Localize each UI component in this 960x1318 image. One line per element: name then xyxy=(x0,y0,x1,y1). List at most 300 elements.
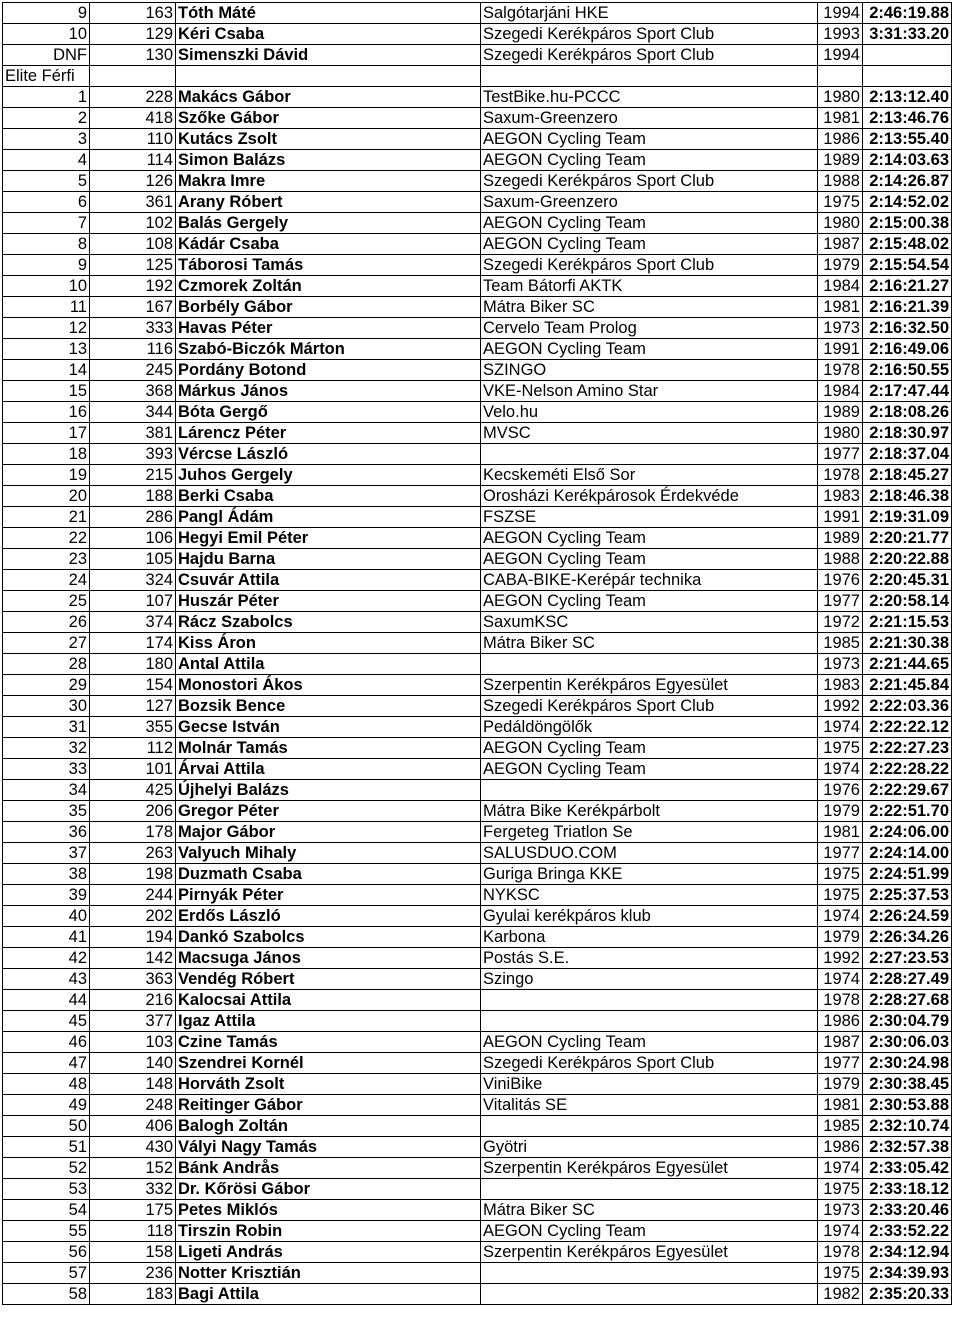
position-cell: 33 xyxy=(3,759,90,780)
rider-name-cell: Balás Gergely xyxy=(176,213,481,234)
birth-year-cell: 1981 xyxy=(818,822,863,843)
result-row xyxy=(3,255,952,276)
bib-number-cell: 430 xyxy=(90,1137,176,1158)
position-cell: 16 xyxy=(3,402,90,423)
rider-name-cell: Gregor Péter xyxy=(176,801,481,822)
finish-time-cell: 2:17:47.44 xyxy=(863,381,952,402)
finish-time-cell: 2:16:32.50 xyxy=(863,318,952,339)
rider-name-cell: Vályi Nagy Tamás xyxy=(176,1137,481,1158)
rider-name-cell: Simon Balázs xyxy=(176,150,481,171)
birth-year-cell: 1987 xyxy=(818,234,863,255)
birth-year-cell: 1976 xyxy=(818,570,863,591)
team-cell: AEGON Cycling Team xyxy=(481,1221,818,1242)
birth-year-cell: 1977 xyxy=(818,1053,863,1074)
position-cell: 12 xyxy=(3,318,90,339)
bib-number-cell: 102 xyxy=(90,213,176,234)
rider-name-cell: Valyuch Mihaly xyxy=(176,843,481,864)
finish-time-cell: 2:34:12.94 xyxy=(863,1242,952,1263)
result-row xyxy=(3,1095,952,1116)
bib-number-cell: 167 xyxy=(90,297,176,318)
rider-name-cell: Vendég Róbert xyxy=(176,969,481,990)
position-cell: 7 xyxy=(3,213,90,234)
position-cell: 38 xyxy=(3,864,90,885)
team-cell: Mátra Biker SC xyxy=(481,297,818,318)
bib-number-cell: 333 xyxy=(90,318,176,339)
bib-number-cell: 154 xyxy=(90,675,176,696)
bib-number-cell: 116 xyxy=(90,339,176,360)
position-cell: 31 xyxy=(3,717,90,738)
bib-number-cell: 377 xyxy=(90,1011,176,1032)
birth-year-cell: 1976 xyxy=(818,780,863,801)
bib-number-cell: 393 xyxy=(90,444,176,465)
position-cell: 54 xyxy=(3,1200,90,1221)
position-cell: 56 xyxy=(3,1242,90,1263)
bib-number-cell: 361 xyxy=(90,192,176,213)
position-cell: 9 xyxy=(3,255,90,276)
bib-number-cell: 163 xyxy=(90,3,176,24)
result-row xyxy=(3,150,952,171)
birth-year-cell: 1981 xyxy=(818,1095,863,1116)
finish-time-cell: 2:14:52.02 xyxy=(863,192,952,213)
result-row xyxy=(3,276,952,297)
bib-number-cell: 112 xyxy=(90,738,176,759)
finish-time-cell: 2:24:51.99 xyxy=(863,864,952,885)
team-cell: SaxumKSC xyxy=(481,612,818,633)
bib-number-cell: 152 xyxy=(90,1158,176,1179)
birth-year-cell: 1989 xyxy=(818,528,863,549)
rider-name-cell: Tirszin Robin xyxy=(176,1221,481,1242)
position-cell: 23 xyxy=(3,549,90,570)
bib-number-cell: 142 xyxy=(90,948,176,969)
category-header-row xyxy=(3,66,952,87)
rider-name-cell: Juhos Gergely xyxy=(176,465,481,486)
finish-time-cell: 2:20:45.31 xyxy=(863,570,952,591)
birth-year-cell: 1975 xyxy=(818,1263,863,1284)
finish-time-cell: 2:13:46.76 xyxy=(863,108,952,129)
position-cell: 5 xyxy=(3,171,90,192)
team-cell xyxy=(481,1179,818,1200)
team-cell: CABA-BIKE-Kerépár technika xyxy=(481,570,818,591)
team-cell: AEGON Cycling Team xyxy=(481,234,818,255)
position-cell: 3 xyxy=(3,129,90,150)
finish-time-cell: 2:22:27.23 xyxy=(863,738,952,759)
position-cell: 50 xyxy=(3,1116,90,1137)
rider-name-cell: Macsuga János xyxy=(176,948,481,969)
bib-number-cell: 188 xyxy=(90,486,176,507)
birth-year-cell: 1975 xyxy=(818,864,863,885)
team-cell: AEGON Cycling Team xyxy=(481,150,818,171)
team-cell: Salgótarjáni HKE xyxy=(481,3,818,24)
result-row xyxy=(3,612,952,633)
team-cell: Szegedi Kerékpáros Sport Club xyxy=(481,1053,818,1074)
result-row xyxy=(3,318,952,339)
birth-year-cell: 1974 xyxy=(818,906,863,927)
result-row xyxy=(3,171,952,192)
finish-time-cell: 2:24:06.00 xyxy=(863,822,952,843)
result-row xyxy=(3,969,952,990)
rider-name-cell: Molnár Tamás xyxy=(176,738,481,759)
team-cell: Gyötri xyxy=(481,1137,818,1158)
finish-time-cell: 2:33:05.42 xyxy=(863,1158,952,1179)
result-row xyxy=(3,297,952,318)
team-cell: Cervelo Team Prolog xyxy=(481,318,818,339)
team-cell xyxy=(481,1284,818,1305)
position-cell: DNF xyxy=(3,45,90,66)
team-cell: Saxum-Greenzero xyxy=(481,192,818,213)
bib-number-cell: 406 xyxy=(90,1116,176,1137)
result-row xyxy=(3,87,952,108)
position-cell: 39 xyxy=(3,885,90,906)
rider-name-cell: Kádár Csaba xyxy=(176,234,481,255)
team-cell: Postás S.E. xyxy=(481,948,818,969)
finish-time-cell: 2:16:21.27 xyxy=(863,276,952,297)
rider-name-cell: Berki Csaba xyxy=(176,486,481,507)
bib-number-cell: 158 xyxy=(90,1242,176,1263)
rider-name-cell: Kiss Áron xyxy=(176,633,481,654)
result-row xyxy=(3,486,952,507)
bib-number-cell: 180 xyxy=(90,654,176,675)
team-cell xyxy=(481,1116,818,1137)
birth-year-cell: 1994 xyxy=(818,3,863,24)
result-row xyxy=(3,759,952,780)
birth-year-cell: 1978 xyxy=(818,465,863,486)
rider-name-cell: Duzmath Csaba xyxy=(176,864,481,885)
finish-time-cell: 2:18:45.27 xyxy=(863,465,952,486)
birth-year-cell: 1984 xyxy=(818,381,863,402)
position-cell: 10 xyxy=(3,276,90,297)
position-cell: 51 xyxy=(3,1137,90,1158)
results-table-body xyxy=(3,3,952,1305)
rider-name-cell: Kéri Csaba xyxy=(176,24,481,45)
category-label: Elite Férfi xyxy=(3,66,90,87)
finish-time-cell: 2:16:50.55 xyxy=(863,360,952,381)
finish-time-cell: 3:31:33.20 xyxy=(863,24,952,45)
birth-year-cell: 1975 xyxy=(818,738,863,759)
birth-year-cell: 1985 xyxy=(818,1116,863,1137)
position-cell: 30 xyxy=(3,696,90,717)
bib-number-cell: 332 xyxy=(90,1179,176,1200)
rider-name-cell: Arany Róbert xyxy=(176,192,481,213)
rider-name-cell: Árvai Attila xyxy=(176,759,481,780)
rider-name-cell: Makra Imre xyxy=(176,171,481,192)
rider-name-cell: Petes Miklós xyxy=(176,1200,481,1221)
finish-time-cell: 2:19:31.09 xyxy=(863,507,952,528)
result-row xyxy=(3,1032,952,1053)
result-row xyxy=(3,1074,952,1095)
position-cell: 6 xyxy=(3,192,90,213)
result-row xyxy=(3,1011,952,1032)
position-cell: 47 xyxy=(3,1053,90,1074)
birth-year-cell: 1983 xyxy=(818,675,863,696)
result-row xyxy=(3,192,952,213)
birth-year-cell: 1979 xyxy=(818,255,863,276)
team-cell: SZINGO xyxy=(481,360,818,381)
rider-name-cell: Erdős László xyxy=(176,906,481,927)
bib-number-cell: 114 xyxy=(90,150,176,171)
finish-time-cell: 2:28:27.68 xyxy=(863,990,952,1011)
birth-year-cell: 1975 xyxy=(818,1179,863,1200)
birth-year-cell: 1977 xyxy=(818,843,863,864)
finish-time-cell: 2:14:26.87 xyxy=(863,171,952,192)
finish-time-cell: 2:22:28.22 xyxy=(863,759,952,780)
birth-year-cell: 1979 xyxy=(818,801,863,822)
team-cell: Kecskeméti Első Sor xyxy=(481,465,818,486)
result-row xyxy=(3,45,952,66)
bib-number-cell: 178 xyxy=(90,822,176,843)
result-row xyxy=(3,108,952,129)
result-row xyxy=(3,444,952,465)
rider-name-cell: Horváth Zsolt xyxy=(176,1074,481,1095)
rider-name-cell: Major Gábor xyxy=(176,822,481,843)
bib-number-cell: 363 xyxy=(90,969,176,990)
results-sheet xyxy=(2,2,952,1305)
bib-number-cell: 148 xyxy=(90,1074,176,1095)
finish-time-cell: 2:24:14.00 xyxy=(863,843,952,864)
finish-time-cell: 2:33:20.46 xyxy=(863,1200,952,1221)
bib-number-cell: 355 xyxy=(90,717,176,738)
position-cell: 36 xyxy=(3,822,90,843)
position-cell: 48 xyxy=(3,1074,90,1095)
team-cell: AEGON Cycling Team xyxy=(481,1032,818,1053)
finish-time-cell: 2:32:10.74 xyxy=(863,1116,952,1137)
team-cell xyxy=(481,1011,818,1032)
birth-year-cell: 1973 xyxy=(818,654,863,675)
bib-number-cell: 105 xyxy=(90,549,176,570)
birth-year-cell: 1983 xyxy=(818,486,863,507)
empty-cell xyxy=(90,66,176,87)
rider-name-cell: Szőke Gábor xyxy=(176,108,481,129)
position-cell: 45 xyxy=(3,1011,90,1032)
rider-name-cell: Csuvár Attila xyxy=(176,570,481,591)
finish-time-cell: 2:22:51.70 xyxy=(863,801,952,822)
position-cell: 34 xyxy=(3,780,90,801)
bib-number-cell: 108 xyxy=(90,234,176,255)
finish-time-cell: 2:13:55.40 xyxy=(863,129,952,150)
rider-name-cell: Czine Tamás xyxy=(176,1032,481,1053)
finish-time-cell: 2:20:22.88 xyxy=(863,549,952,570)
birth-year-cell: 1973 xyxy=(818,1200,863,1221)
bib-number-cell: 206 xyxy=(90,801,176,822)
team-cell: Guriga Bringa KKE xyxy=(481,864,818,885)
birth-year-cell: 1973 xyxy=(818,318,863,339)
team-cell: Karbona xyxy=(481,927,818,948)
position-cell: 10 xyxy=(3,24,90,45)
team-cell xyxy=(481,654,818,675)
team-cell: Velo.hu xyxy=(481,402,818,423)
result-row xyxy=(3,801,952,822)
birth-year-cell: 1982 xyxy=(818,1284,863,1305)
birth-year-cell: 1978 xyxy=(818,1242,863,1263)
team-cell: Mátra Biker SC xyxy=(481,1200,818,1221)
position-cell: 13 xyxy=(3,339,90,360)
empty-cell xyxy=(863,66,952,87)
finish-time-cell: 2:35:20.33 xyxy=(863,1284,952,1305)
team-cell: Szerpentin Kerékpáros Egyesület xyxy=(481,1242,818,1263)
bib-number-cell: 129 xyxy=(90,24,176,45)
birth-year-cell: 1977 xyxy=(818,591,863,612)
bib-number-cell: 103 xyxy=(90,1032,176,1053)
result-row xyxy=(3,990,952,1011)
bib-number-cell: 106 xyxy=(90,528,176,549)
birth-year-cell: 1981 xyxy=(818,108,863,129)
position-cell: 46 xyxy=(3,1032,90,1053)
result-row xyxy=(3,1116,952,1137)
bib-number-cell: 127 xyxy=(90,696,176,717)
rider-name-cell: Ligeti András xyxy=(176,1242,481,1263)
result-row xyxy=(3,549,952,570)
birth-year-cell: 1988 xyxy=(818,171,863,192)
finish-time-cell: 2:18:30.97 xyxy=(863,423,952,444)
rider-name-cell: Pordány Botond xyxy=(176,360,481,381)
birth-year-cell: 1975 xyxy=(818,192,863,213)
birth-year-cell: 1981 xyxy=(818,297,863,318)
bib-number-cell: 418 xyxy=(90,108,176,129)
birth-year-cell: 1980 xyxy=(818,213,863,234)
finish-time-cell: 2:27:23.53 xyxy=(863,948,952,969)
team-cell: Szerpentin Kerékpáros Egyesület xyxy=(481,1158,818,1179)
birth-year-cell: 1986 xyxy=(818,1137,863,1158)
finish-time-cell: 2:18:08.26 xyxy=(863,402,952,423)
bib-number-cell: 192 xyxy=(90,276,176,297)
bib-number-cell: 198 xyxy=(90,864,176,885)
rider-name-cell: Notter Krisztián xyxy=(176,1263,481,1284)
position-cell: 58 xyxy=(3,1284,90,1305)
result-row xyxy=(3,1179,952,1200)
position-cell: 18 xyxy=(3,444,90,465)
team-cell: Orosházi Kerékpárosok Érdekvéde xyxy=(481,486,818,507)
birth-year-cell: 1974 xyxy=(818,1221,863,1242)
finish-time-cell: 2:15:00.38 xyxy=(863,213,952,234)
bib-number-cell: 140 xyxy=(90,1053,176,1074)
bib-number-cell: 248 xyxy=(90,1095,176,1116)
team-cell: Szegedi Kerékpáros Sport Club xyxy=(481,24,818,45)
bib-number-cell: 381 xyxy=(90,423,176,444)
team-cell: VKE-Nelson Amino Star xyxy=(481,381,818,402)
team-cell: Mátra Bike Kerékpárbolt xyxy=(481,801,818,822)
finish-time-cell: 2:13:12.40 xyxy=(863,87,952,108)
result-row xyxy=(3,654,952,675)
position-cell: 40 xyxy=(3,906,90,927)
birth-year-cell: 1974 xyxy=(818,717,863,738)
result-row xyxy=(3,1053,952,1074)
rider-name-cell: Tóth Máté xyxy=(176,3,481,24)
team-cell: Szegedi Kerékpáros Sport Club xyxy=(481,696,818,717)
rider-name-cell: Antal Attila xyxy=(176,654,481,675)
position-cell: 25 xyxy=(3,591,90,612)
rider-name-cell: Bagi Attila xyxy=(176,1284,481,1305)
team-cell: ViniBike xyxy=(481,1074,818,1095)
bib-number-cell: 286 xyxy=(90,507,176,528)
team-cell: Szingo xyxy=(481,969,818,990)
bib-number-cell: 263 xyxy=(90,843,176,864)
finish-time-cell: 2:16:49.06 xyxy=(863,339,952,360)
birth-year-cell: 1991 xyxy=(818,507,863,528)
team-cell: AEGON Cycling Team xyxy=(481,528,818,549)
rider-name-cell: Havas Péter xyxy=(176,318,481,339)
team-cell: Gyulai kerékpáros klub xyxy=(481,906,818,927)
result-row xyxy=(3,633,952,654)
finish-time-cell: 2:22:29.67 xyxy=(863,780,952,801)
rider-name-cell: Gecse István xyxy=(176,717,481,738)
team-cell: AEGON Cycling Team xyxy=(481,549,818,570)
results-table xyxy=(2,2,952,1305)
position-cell: 49 xyxy=(3,1095,90,1116)
position-cell: 20 xyxy=(3,486,90,507)
finish-time-cell: 2:18:46.38 xyxy=(863,486,952,507)
team-cell: FSZSE xyxy=(481,507,818,528)
result-row xyxy=(3,843,952,864)
birth-year-cell: 1987 xyxy=(818,1032,863,1053)
bib-number-cell: 194 xyxy=(90,927,176,948)
finish-time-cell: 2:26:34.26 xyxy=(863,927,952,948)
position-cell: 27 xyxy=(3,633,90,654)
birth-year-cell: 1979 xyxy=(818,927,863,948)
team-cell: Saxum-Greenzero xyxy=(481,108,818,129)
position-cell: 8 xyxy=(3,234,90,255)
rider-name-cell: Kalocsai Attila xyxy=(176,990,481,1011)
result-row xyxy=(3,717,952,738)
finish-time-cell xyxy=(863,45,952,66)
birth-year-cell: 1989 xyxy=(818,402,863,423)
birth-year-cell: 1989 xyxy=(818,150,863,171)
rider-name-cell: Márkus János xyxy=(176,381,481,402)
rider-name-cell: Szabó-Biczók Márton xyxy=(176,339,481,360)
finish-time-cell: 2:15:54.54 xyxy=(863,255,952,276)
position-cell: 42 xyxy=(3,948,90,969)
team-cell: TestBike.hu-PCCC xyxy=(481,87,818,108)
result-row xyxy=(3,381,952,402)
finish-time-cell: 2:32:57.38 xyxy=(863,1137,952,1158)
rider-name-cell: Simenszki Dávid xyxy=(176,45,481,66)
rider-name-cell: Huszár Péter xyxy=(176,591,481,612)
rider-name-cell: Újhelyi Balázs xyxy=(176,780,481,801)
rider-name-cell: Bóta Gergő xyxy=(176,402,481,423)
rider-name-cell: Rácz Szabolcs xyxy=(176,612,481,633)
bib-number-cell: 374 xyxy=(90,612,176,633)
position-cell: 24 xyxy=(3,570,90,591)
finish-time-cell: 2:14:03.63 xyxy=(863,150,952,171)
finish-time-cell: 2:16:21.39 xyxy=(863,297,952,318)
finish-time-cell: 2:33:18.12 xyxy=(863,1179,952,1200)
result-row xyxy=(3,339,952,360)
position-cell: 37 xyxy=(3,843,90,864)
rider-name-cell: Reitinger Gábor xyxy=(176,1095,481,1116)
rider-name-cell: Szendrei Kornél xyxy=(176,1053,481,1074)
birth-year-cell: 1975 xyxy=(818,885,863,906)
finish-time-cell: 2:30:24.98 xyxy=(863,1053,952,1074)
position-cell: 32 xyxy=(3,738,90,759)
team-cell: Vitalitás SE xyxy=(481,1095,818,1116)
rider-name-cell: Bozsik Bence xyxy=(176,696,481,717)
rider-name-cell: Balogh Zoltán xyxy=(176,1116,481,1137)
position-cell: 9 xyxy=(3,3,90,24)
position-cell: 14 xyxy=(3,360,90,381)
birth-year-cell: 1980 xyxy=(818,87,863,108)
finish-time-cell: 2:46:19.88 xyxy=(863,3,952,24)
bib-number-cell: 216 xyxy=(90,990,176,1011)
result-row xyxy=(3,1137,952,1158)
result-row xyxy=(3,675,952,696)
bib-number-cell: 344 xyxy=(90,402,176,423)
position-cell: 53 xyxy=(3,1179,90,1200)
result-row xyxy=(3,129,952,150)
birth-year-cell: 1978 xyxy=(818,360,863,381)
team-cell: AEGON Cycling Team xyxy=(481,591,818,612)
finish-time-cell: 2:18:37.04 xyxy=(863,444,952,465)
birth-year-cell: 1974 xyxy=(818,759,863,780)
team-cell: MVSC xyxy=(481,423,818,444)
rider-name-cell: Igaz Attila xyxy=(176,1011,481,1032)
